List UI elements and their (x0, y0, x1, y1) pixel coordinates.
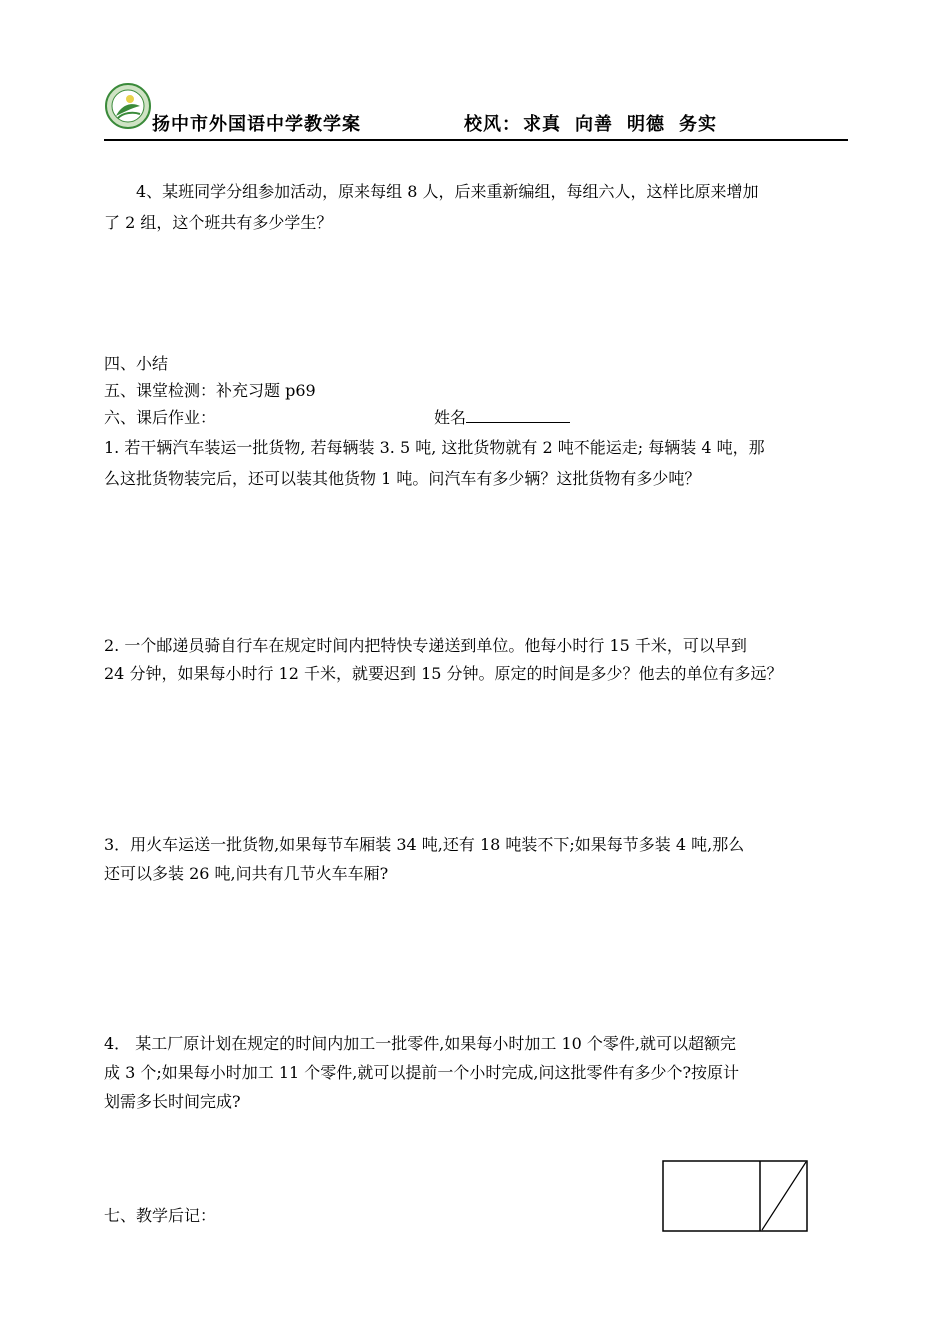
question-4-line-2: 了 2 组，这个班共有多少学生？ (104, 213, 333, 232)
homework-4-line-1: 4． 某工厂原计划在规定的时间内加工一批零件,如果每小时加工 10 个零件,就可以超额完 (104, 1034, 736, 1053)
page-header (104, 78, 848, 140)
student-name-field (434, 406, 570, 430)
homework-2-line-2: 24 分钟，如果每小时行 12 千米，就要迟到 15 分钟。原定的时间是多少？他去的单位有多远？ (104, 664, 783, 683)
homework-1-line-1: 1. 若干辆汽车装运一批货物, 若每辆装 3. 5 吨, 这批货物就有 2 吨不能运走; 每辆装 4 吨，那 (104, 438, 765, 457)
header-divider (104, 139, 848, 141)
homework-2-line-1: 2. 一个邮递员骑自行车在规定时间内把特快专递送到单位。他每小时行 15 千米，可以早到 (104, 636, 747, 655)
school-motto (464, 110, 717, 136)
signature-box (662, 1160, 808, 1232)
homework-4-line-3: 划需多长时间完成? (104, 1092, 241, 1111)
motto-value: 明德 (627, 114, 665, 135)
homework-4-line-2: 成 3 个;如果每小时加工 11 个零件,就可以提前一个小时完成,问这批零件有多少个?按原计 (104, 1063, 740, 1082)
question-4-line-1: 4、某班同学分组参加活动，原来每组 8 人，后来重新编组，每组六人，这样比原来增加 (136, 182, 759, 201)
school-name: 扬中市外国语中学教学案 (152, 114, 361, 135)
motto-label: 校风： (464, 114, 521, 135)
section-class-test: 五、课堂检测：补充习题 p69 (104, 381, 316, 400)
name-blank-line[interactable] (466, 406, 570, 423)
motto-value: 向善 (575, 114, 613, 135)
motto-value: 求真 (523, 114, 561, 135)
homework-1-line-2: 么这批货物装完后，还可以装其他货物 1 吨。问汽车有多少辆？这批货物有多少吨？ (104, 469, 701, 488)
section-homework: 六、课后作业： (104, 408, 217, 427)
motto-value: 务实 (679, 114, 717, 135)
section-teaching-notes: 七、教学后记： (104, 1206, 217, 1225)
school-emblem-icon (104, 82, 152, 130)
homework-3-line-1: 3．用火车运送一批货物,如果每节车厢装 34 吨,还有 18 吨装不下;如果每节多装 4 吨,那么 (104, 835, 745, 854)
name-label: 姓名 (434, 408, 467, 427)
homework-3-line-2: 还可以多装 26 吨,问共有几节火车车厢? (104, 864, 389, 883)
section-summary: 四、小结 (104, 354, 169, 373)
